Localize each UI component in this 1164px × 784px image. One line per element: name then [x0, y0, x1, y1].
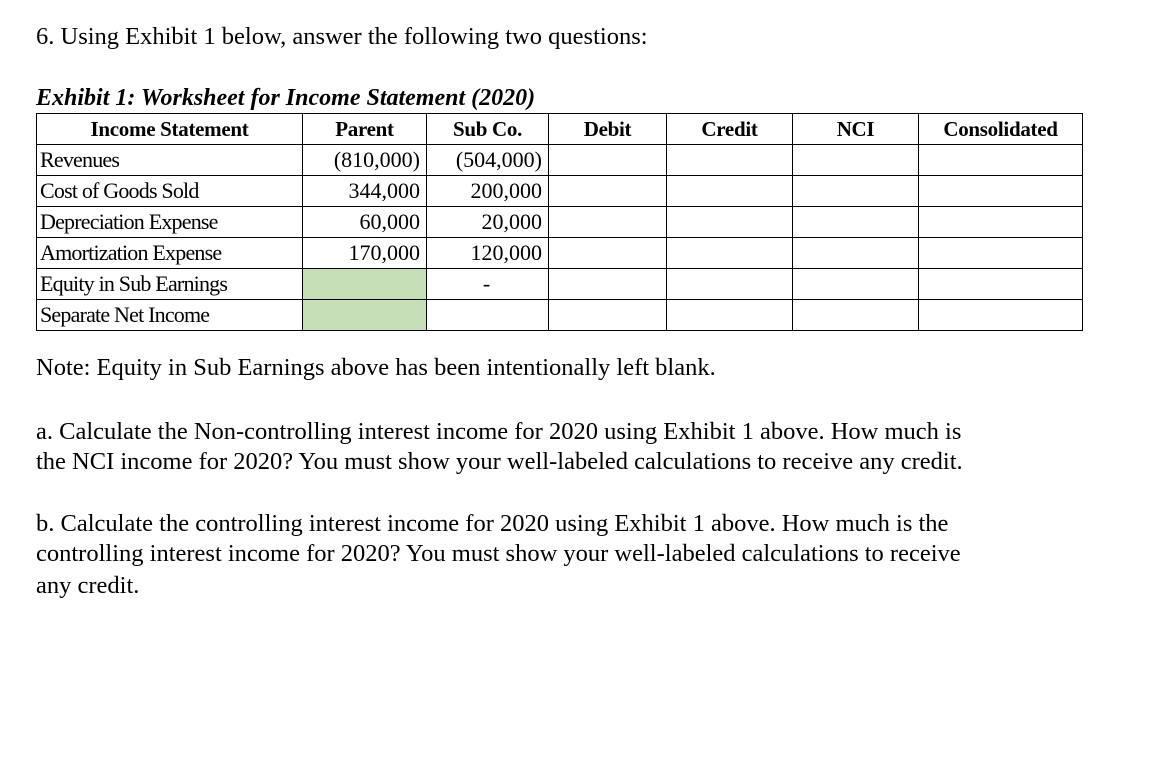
- sub-cell: [427, 300, 549, 331]
- sub-cell: 20,000: [427, 207, 549, 238]
- table-row: [37, 207, 1083, 238]
- income-statement-worksheet: [36, 113, 1083, 331]
- part-b-line-3: any credit.: [36, 572, 140, 599]
- debit-cell: [549, 238, 667, 269]
- nci-cell: [793, 176, 919, 207]
- header-row: [37, 114, 1083, 145]
- debit-cell: [549, 300, 667, 331]
- consolidated-cell: [919, 300, 1083, 331]
- table-row: [37, 145, 1083, 176]
- part-b-line-1: b. Calculate the controlling interest income for 2020 using Exhibit 1 above. How much is the: [36, 510, 949, 537]
- row-label: Depreciation Expense: [37, 207, 303, 238]
- row-label: Equity in Sub Earnings: [37, 269, 303, 300]
- credit-cell: [667, 300, 793, 331]
- parent-cell: 170,000: [303, 238, 427, 269]
- debit-cell: [549, 269, 667, 300]
- row-label: Separate Net Income: [37, 300, 303, 331]
- row-label: Amortization Expense: [37, 238, 303, 269]
- parent-cell: 344,000: [303, 176, 427, 207]
- col-header-parent: Parent: [303, 114, 427, 145]
- sub-cell: -: [427, 269, 549, 300]
- col-header-sub-co: Sub Co.: [427, 114, 549, 145]
- table-row: [37, 238, 1083, 269]
- parent-cell: (810,000): [303, 145, 427, 176]
- parent-cell: 60,000: [303, 207, 427, 238]
- consolidated-cell: [919, 238, 1083, 269]
- table-row: [37, 269, 1083, 300]
- nci-cell: [793, 207, 919, 238]
- part-a-line-1: a. Calculate the Non-controlling interest income for 2020 using Exhibit 1 above. How much is: [36, 418, 962, 445]
- col-header-income-statement: Income Statement: [37, 114, 303, 145]
- nci-cell: [793, 269, 919, 300]
- row-label: Revenues: [37, 145, 303, 176]
- exhibit-note: Note: Equity in Sub Earnings above has been intentionally left blank.: [36, 354, 716, 381]
- part-a-line-2: the NCI income for 2020? You must show your well-labeled calculations to receive any credit.: [36, 448, 963, 475]
- row-label: Cost of Goods Sold: [37, 176, 303, 207]
- nci-cell: [793, 300, 919, 331]
- sub-cell: 120,000: [427, 238, 549, 269]
- col-header-nci: NCI: [793, 114, 919, 145]
- credit-cell: [667, 238, 793, 269]
- question-intro: 6. Using Exhibit 1 below, answer the following two questions:: [36, 23, 648, 50]
- debit-cell: [549, 176, 667, 207]
- debit-cell: [549, 207, 667, 238]
- consolidated-cell: [919, 207, 1083, 238]
- col-header-debit: Debit: [549, 114, 667, 145]
- table-row: [37, 176, 1083, 207]
- credit-cell: [667, 145, 793, 176]
- nci-cell: [793, 238, 919, 269]
- sub-cell: (504,000): [427, 145, 549, 176]
- parent-cell-highlighted: [303, 269, 427, 300]
- consolidated-cell: [919, 176, 1083, 207]
- col-header-consolidated: Consolidated: [919, 114, 1083, 145]
- exhibit-title: Exhibit 1: Worksheet for Income Statement (2020): [36, 85, 536, 111]
- credit-cell: [667, 207, 793, 238]
- parent-cell-highlighted: [303, 300, 427, 331]
- sub-cell: 200,000: [427, 176, 549, 207]
- consolidated-cell: [919, 269, 1083, 300]
- part-b-line-2: controlling interest income for 2020? You must show your well-labeled calculations to receive: [36, 540, 961, 567]
- credit-cell: [667, 269, 793, 300]
- table-row: [37, 300, 1083, 331]
- col-header-credit: Credit: [667, 114, 793, 145]
- nci-cell: [793, 145, 919, 176]
- debit-cell: [549, 145, 667, 176]
- consolidated-cell: [919, 145, 1083, 176]
- credit-cell: [667, 176, 793, 207]
